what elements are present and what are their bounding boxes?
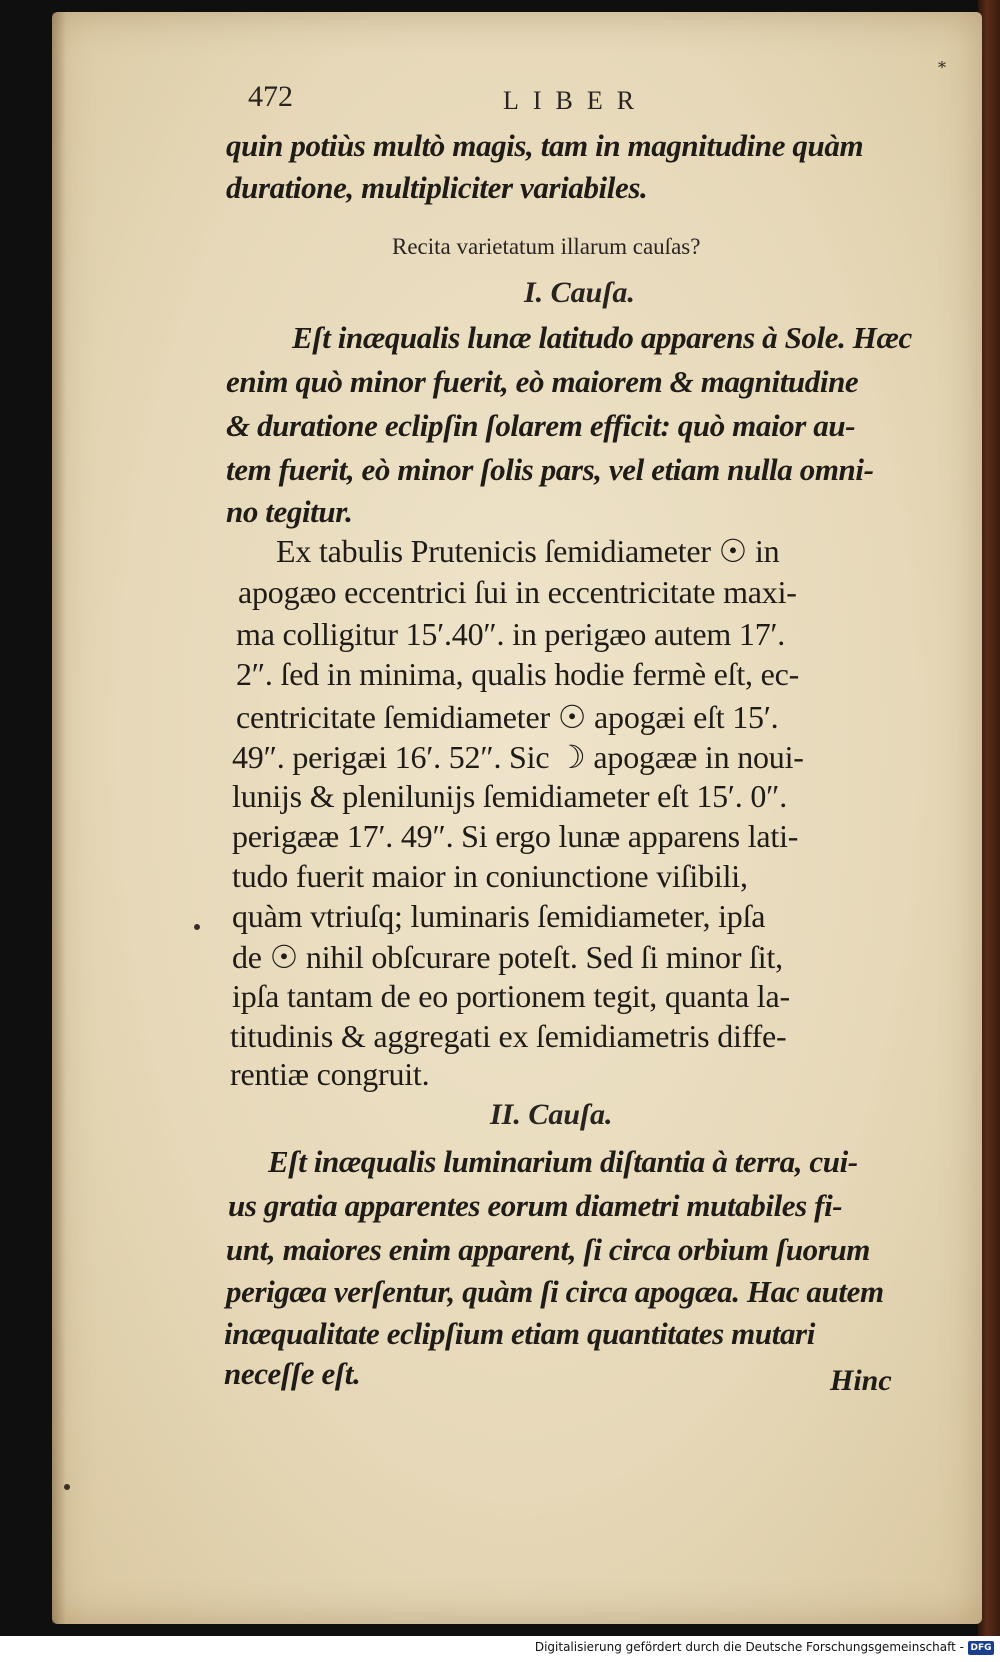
page-number: 472 bbox=[248, 80, 293, 113]
text-line: perigæa verſentur, quàm ſi circa apogæa. Hac autem bbox=[226, 1274, 884, 1309]
text-line: quin potiùs multò magis, tam in magnitudine quàm bbox=[226, 128, 864, 163]
text-line: us gratia apparentes eorum diametri mutabiles fi- bbox=[228, 1188, 843, 1223]
text-line: Ex tabulis Prutenicis ſemidiameter ☉ in bbox=[276, 533, 780, 569]
question-line: Recita varietatum illarum cauſas? bbox=[392, 234, 701, 259]
text-line: perigææ 17′. 49″. Si ergo lunæ apparens lati- bbox=[232, 818, 799, 854]
text-line: neceſſe eſt. bbox=[224, 1356, 361, 1391]
section-heading: II. Cauſa. bbox=[490, 1098, 613, 1131]
text-line: centricitate ſemidiameter ☉ apogæi eſt 15′. bbox=[236, 699, 779, 735]
text-line: tem fuerit, eò minor ſolis pars, vel etiam nulla omni- bbox=[226, 452, 874, 487]
text-line: & duratione eclipſin ſolarem efficit: quò maior au- bbox=[226, 408, 856, 443]
text-line: quàm vtriuſq; luminaris ſemidiameter, ipſa bbox=[232, 898, 766, 934]
footer-bar bbox=[0, 1636, 1000, 1662]
text-line: no tegitur. bbox=[226, 494, 353, 529]
text-line: 2″. ſed in minima, qualis hodie fermè eſt, ec- bbox=[236, 656, 800, 692]
catchword: Hinc bbox=[830, 1364, 892, 1397]
margin-mark bbox=[64, 1484, 70, 1490]
text-line: inæqualitate eclipſium etiam quantitates mutari bbox=[224, 1316, 815, 1351]
text-line: enim quò minor fuerit, eò maiorem & magnitudine bbox=[226, 364, 859, 399]
text-line: luniјs & pleniluniјs ſemidiameter eſt 15′. 0″. bbox=[232, 778, 788, 814]
text-line: de ☉ nihil obſcurare poteſt. Sed ſi minor ſit, bbox=[232, 939, 783, 975]
text-line: unt, maiores enim apparent, ſi circa orbium ſuorum bbox=[226, 1232, 871, 1267]
dfg-logo-icon: DFG bbox=[968, 1641, 994, 1655]
text-line: titudinis & aggregati ex ſemidiametris diffe- bbox=[230, 1018, 787, 1054]
running-head-title: LIBER bbox=[503, 86, 649, 115]
margin-mark bbox=[194, 924, 200, 930]
text-line: 49″. perigæi 16′. 52″. Sic ☽ apogææ in noui- bbox=[232, 739, 804, 775]
text-line: rentiæ congruit. bbox=[230, 1056, 430, 1092]
text-line: ipſa tantam de eo portionem tegit, quanta la- bbox=[232, 978, 790, 1014]
funding-credit: Digitalisierung gefördert durch die Deutsche Forschungsgemeinschaft - bbox=[534, 1640, 964, 1654]
text-line: duratione, multipliciter variabiles. bbox=[226, 170, 648, 205]
page-gutter-shadow bbox=[52, 12, 66, 1624]
running-head bbox=[248, 80, 938, 124]
text-line: ma colligitur 15′.40″. in perigæo autem 17′. bbox=[236, 616, 786, 652]
star-mark: * bbox=[938, 58, 946, 77]
section-heading: I. Cauſa. bbox=[524, 276, 635, 309]
text-line: Eſt inæqualis lunæ latitudo apparens à Sole. Hæc bbox=[292, 320, 912, 355]
text-line: apogæo eccentrici ſui in eccentricitate maxi- bbox=[238, 574, 797, 610]
text-line: tudo fuerit maior in coniunctione viſibili, bbox=[232, 858, 748, 894]
text-line: Eſt inæqualis luminarium diſtantia à terra, cui- bbox=[268, 1144, 858, 1179]
